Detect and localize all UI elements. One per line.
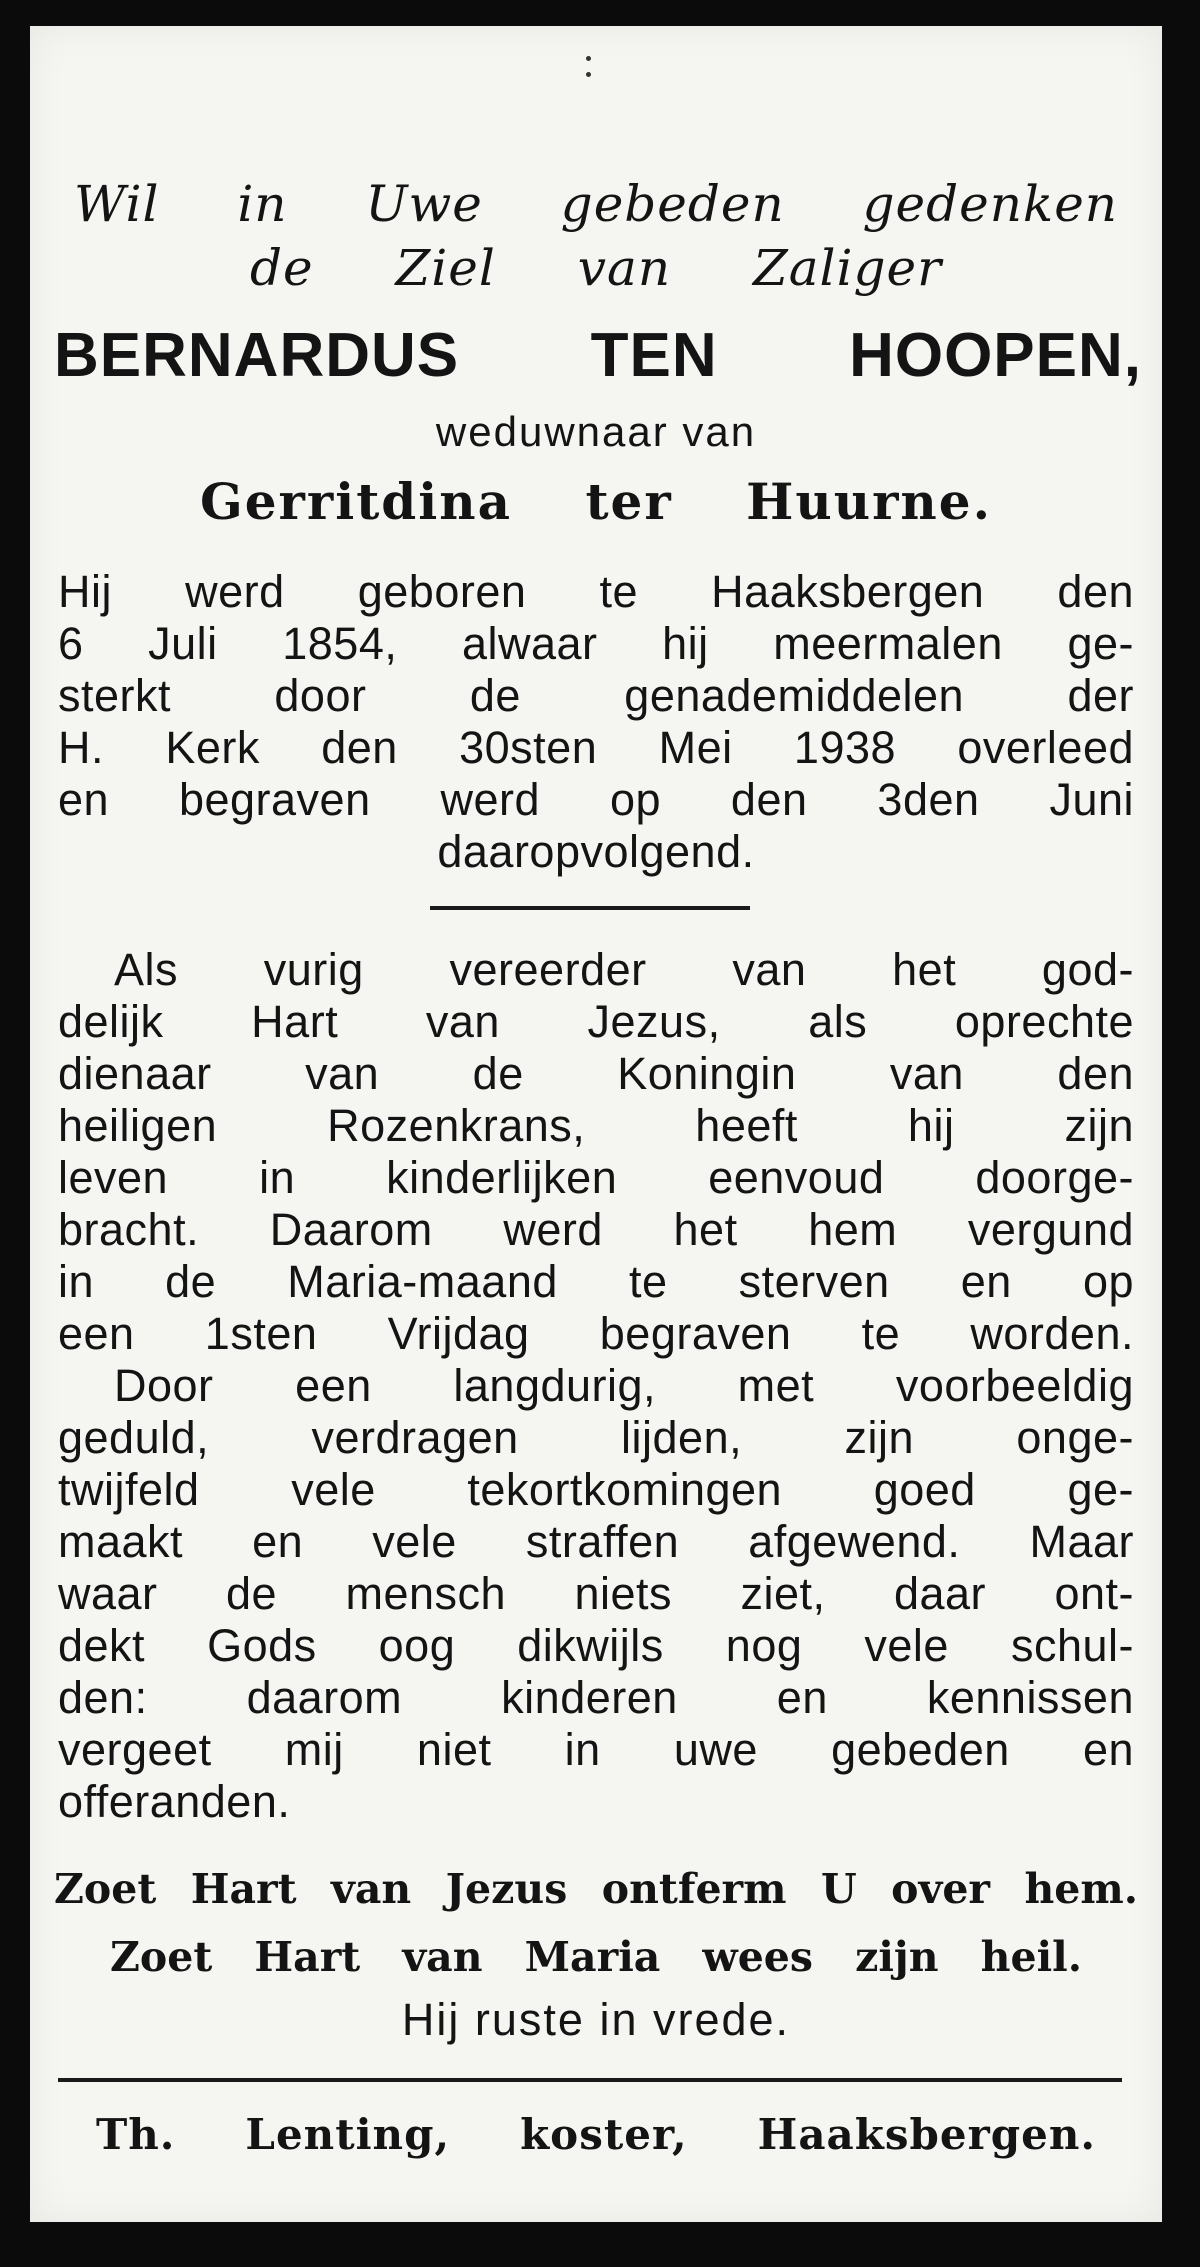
divider-short bbox=[430, 906, 750, 910]
printer-credit: Th. Lenting, koster, Haaksbergen. bbox=[96, 2110, 1096, 2159]
text-line: dekt Gods oog dikwijls nog vele schul- bbox=[58, 1620, 1134, 1671]
text-line: Als vurig vereerder van het god- bbox=[114, 944, 1134, 995]
text-line: den: daarom kinderen en kennissen bbox=[58, 1672, 1134, 1723]
biography-line: 6 Juli 1854, alwaar hij meermalen ge- bbox=[58, 618, 1134, 669]
text-line: dienaar van de Koningin van den bbox=[58, 1048, 1134, 1099]
relation-label: weduwnaar van bbox=[435, 408, 757, 455]
biography-line: Hij werd geboren te Haaksbergen den bbox=[58, 566, 1134, 617]
text-line: Door een langdurig, met voorbeeldig bbox=[114, 1360, 1134, 1411]
divider-long bbox=[58, 2078, 1122, 2082]
text-line: geduld, verdragen lijden, zijn onge- bbox=[58, 1412, 1134, 1463]
text-line: maakt en vele straffen afgewend. Maar bbox=[58, 1516, 1134, 1567]
rest-in-peace: Hij ruste in vrede. bbox=[401, 1994, 791, 2045]
text-line: waar de mensch niets ziet, daar ont- bbox=[58, 1568, 1134, 1619]
biography-line: en begraven werd op den 3den Juni bbox=[58, 774, 1134, 825]
memorial-card bbox=[30, 26, 1162, 2222]
text-line: offeranden. bbox=[58, 1776, 291, 1827]
prayer-maria: Zoet Hart van Maria wees zijn heil. bbox=[110, 1933, 1082, 1981]
print-speck bbox=[586, 56, 591, 61]
header-line-1: Wil in Uwe gebeden gedenken bbox=[74, 175, 1118, 233]
text-line: leven in kinderlijken eenvoud doorge- bbox=[58, 1152, 1134, 1203]
text-line: bracht. Daarom werd het hem vergund bbox=[58, 1204, 1134, 1255]
biography-line: H. Kerk den 30sten Mei 1938 overleed bbox=[58, 722, 1134, 773]
text-line: in de Maria-maand te sterven en op bbox=[58, 1256, 1134, 1307]
biography-line: sterkt door de genademiddelen der bbox=[58, 670, 1134, 721]
deceased-name: BERNARDUS TEN HOOPEN, bbox=[54, 321, 1142, 390]
print-speck bbox=[586, 72, 591, 77]
text-line: een 1sten Vrijdag begraven te worden. bbox=[58, 1308, 1134, 1359]
spouse-name: Gerritdina ter Huurne. bbox=[200, 472, 992, 531]
biography-line: daaropvolgend. bbox=[437, 826, 755, 877]
header-line-2: de Ziel van Zaliger bbox=[250, 239, 942, 297]
text-line: vergeet mij niet in uwe gebeden en bbox=[58, 1724, 1134, 1775]
text-line: delijk Hart van Jezus, als oprechte bbox=[58, 996, 1134, 1047]
text-line: heiligen Rozenkrans, heeft hij zijn bbox=[58, 1100, 1134, 1151]
prayer-jezus: Zoet Hart van Jezus ontferm U over hem. bbox=[54, 1865, 1138, 1913]
text-line: twijfeld vele tekortkomingen goed ge- bbox=[58, 1464, 1134, 1515]
